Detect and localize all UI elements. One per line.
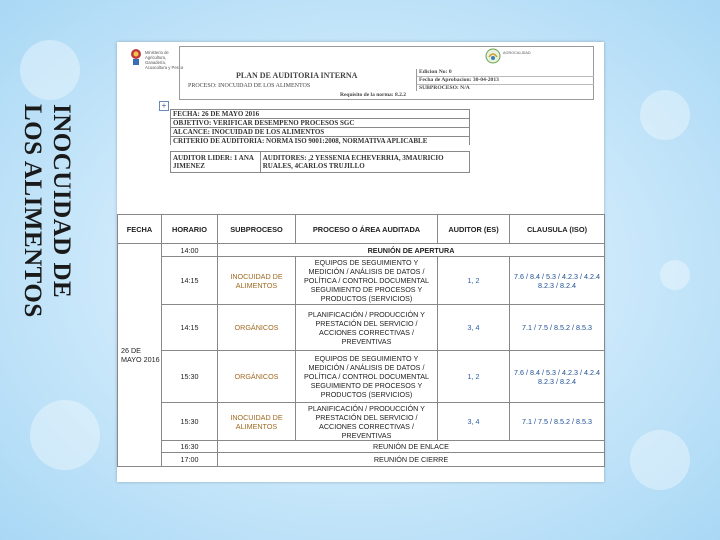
subproceso: SUBPROCESO: N/A [419, 85, 470, 91]
fecha-line: FECHA: 26 DE MAYO 2016 [170, 109, 470, 118]
cierre-cell: REUNIÓN DE CIERRE [218, 453, 605, 467]
criterio-line: CRITERIO DE AUDITORIA: NORMA ISO 9001:2008, NORMATIVA APLICABLE [170, 136, 470, 145]
header-proceso: PROCESO: INOCUIDAD DE LOS ALIMENTOS [188, 83, 311, 89]
slide-title: INOCUIDAD DE LOS ALIMENTOS [19, 104, 75, 318]
subproceso-cell: INOCUIDAD DE ALIMENTOS [218, 403, 296, 441]
col-header: CLAUSULA (ISO) [510, 215, 605, 244]
background-bokeh [30, 400, 100, 470]
col-header: AUDITOR (ES) [438, 215, 510, 244]
horario-cell: 17:00 [162, 453, 218, 467]
subproceso-cell: INOCUIDAD DE ALIMENTOS [218, 257, 296, 305]
horario-cell: 16:30 [162, 441, 218, 453]
table-row [118, 403, 605, 441]
horario-cell: 15:30 [162, 351, 218, 403]
col-header: SUBPROCESO [218, 215, 296, 244]
agrocalidad-emblem-icon [485, 48, 501, 64]
col-header: PROCESO O ÁREA AUDITADA [296, 215, 438, 244]
clausula-cell: 7.6 / 8.4 / 5.3 / 4.2.3 / 4.2.4 8.2.3 / 8.2.4 [510, 257, 605, 305]
objetivo-line: OBJETIVO: VERIFICAR DESEMPENO PROCESOS SGC [170, 118, 470, 127]
auditor-cell: 1, 2 [438, 257, 510, 305]
table-row [118, 305, 605, 351]
clausula-cell: 7.6 / 8.4 / 5.3 / 4.2.3 / 4.2.4 8.2.3 / 8.2.4 [510, 351, 605, 403]
agrocalidad-logo [485, 48, 540, 78]
table-row [118, 453, 605, 467]
clausula-cell: 7.1 / 7.5 / 8.5.2 / 8.5.3 [510, 403, 605, 441]
edicion: Edicion No: 0 [417, 69, 594, 77]
schedule-table [117, 214, 605, 467]
fecha-aprobacion: Fecha de Aprobacion: 30-04-2013 [417, 77, 594, 85]
auditors-box [170, 151, 470, 173]
ministry-logo [129, 48, 184, 80]
enlace-cell: REUNIÓN DE ENLACE [218, 441, 605, 453]
proceso-cell: EQUIPOS DE SEGUIMIENTO Y MEDICIÓN / ANÁLISIS DE DATOS / POLÍTICA / CONTROL DOCUMENTAL SEGUIMIENTO DE PROCESOS Y PRODUCTOS (SERVICIOS) [296, 257, 438, 305]
proceso-cell: PLANIFICACIÓN / PRODUCCIÓN Y PRESTACIÓN DEL SERVICIO / ACCIONES CORRECTIVAS / PREVENTIVAS [296, 403, 438, 441]
proceso-cell: PLANIFICACIÓN / PRODUCCIÓN Y PRESTACIÓN DEL SERVICIO / ACCIONES CORRECTIVAS / PREVENTIVAS [296, 305, 438, 351]
subproceso-cell: ORGÁNICOS [218, 305, 296, 351]
background-bokeh [640, 90, 690, 140]
apertura-cell: REUNIÓN DE APERTURA [218, 244, 605, 257]
plan-title: PLAN DE AUDITORIA INTERNA [236, 71, 358, 80]
table-row [118, 257, 605, 305]
proceso-cell: EQUIPOS DE SEGUIMIENTO Y MEDICIÓN / ANÁLISIS DE DATOS / POLÍTICA / CONTROL DOCUMENTAL SEGUIMIENTO DE PROCESOS Y PRODUCTOS (SERVICIOS) [296, 351, 438, 403]
horario-cell: 15:30 [162, 403, 218, 441]
header-requisito: Requisito de la norma: 8.2.2 [340, 92, 406, 98]
col-header: HORARIO [162, 215, 218, 244]
auditor-cell: 3, 4 [438, 305, 510, 351]
auditor-cell: 1, 2 [438, 351, 510, 403]
horario-cell: 14:15 [162, 257, 218, 305]
horario-cell: 14:15 [162, 305, 218, 351]
auditor-cell: 3, 4 [438, 403, 510, 441]
background-bokeh [660, 260, 690, 290]
agrocalidad-logo-text: AGROCALIDAD [503, 51, 531, 55]
auditor-lider: AUDITOR LIDER: 1 ANA JIMENEZ [171, 152, 261, 172]
subproceso-cell: ORGÁNICOS [218, 351, 296, 403]
table-row [118, 351, 605, 403]
horario-cell: 14:00 [162, 244, 218, 257]
table-header-row [118, 215, 605, 244]
clausula-cell: 7.1 / 7.5 / 8.5.2 / 8.5.3 [510, 305, 605, 351]
background-bokeh [20, 40, 80, 100]
background-bokeh [630, 430, 690, 490]
audit-document [117, 42, 604, 482]
ministry-logo-text: Ministerio de Agricultura, Ganadería, Acuacultura y Pesca [145, 50, 184, 70]
table-row [118, 244, 605, 257]
audit-info [170, 109, 470, 173]
alcance-line: ALCANCE: INOCUIDAD DE LOS ALIMENTOS [170, 127, 470, 136]
fecha-cell: 26 DE MAYO 2016 [118, 244, 162, 467]
ministry-emblem-icon [129, 48, 143, 66]
auditores: AUDITORES: ,2 YESSENIA ECHEVERRIA, 3MAURICIO RUALES, 4CARLOS TRUJILLO [262, 154, 444, 170]
table-row [118, 441, 605, 453]
expand-plus-icon[interactable]: + [159, 101, 169, 111]
col-header: FECHA [118, 215, 162, 244]
